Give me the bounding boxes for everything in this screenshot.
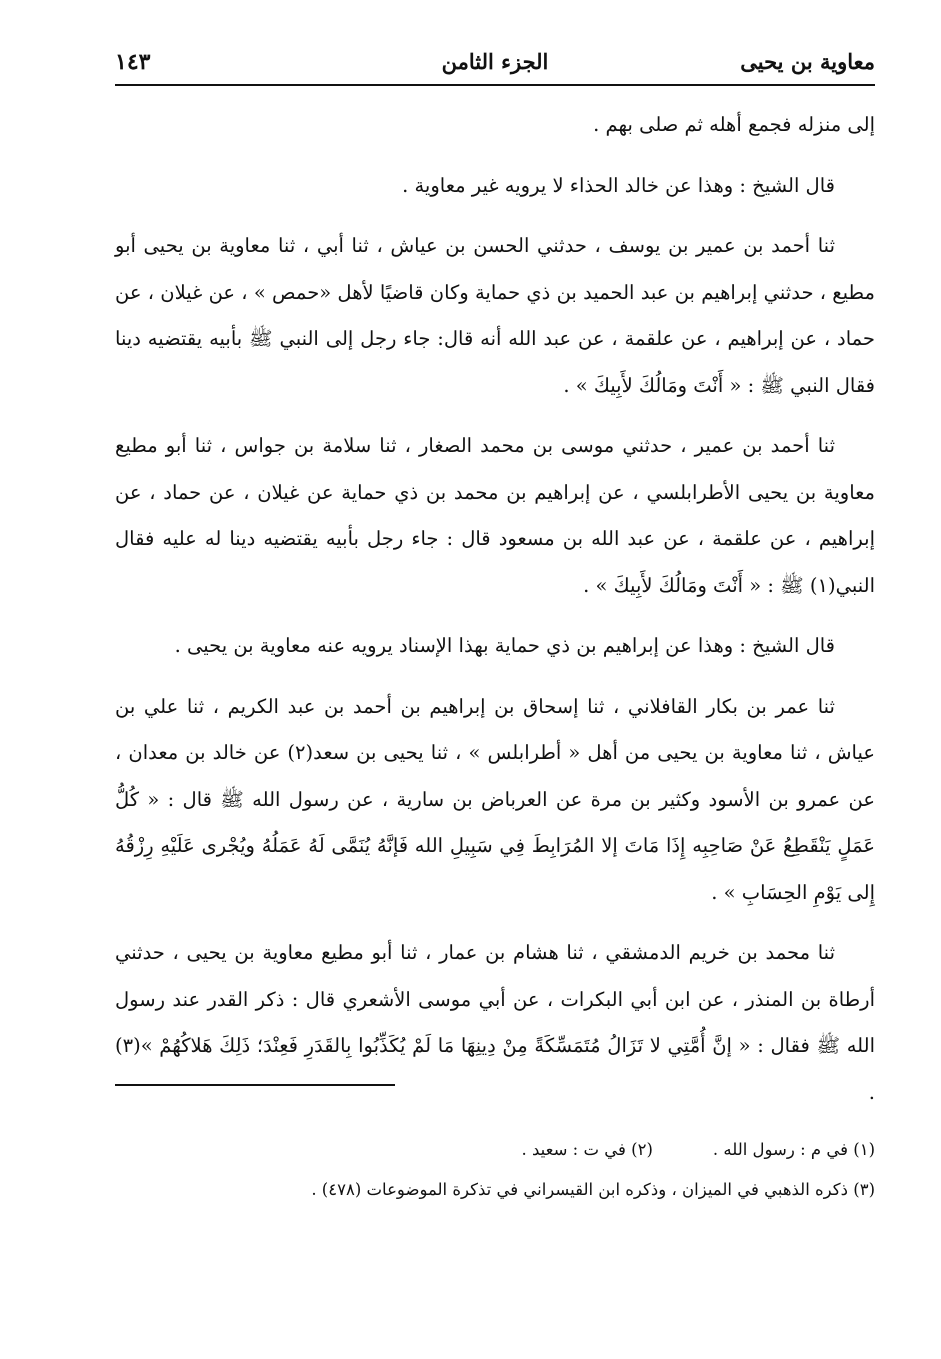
header-volume: الجزء الثامن — [441, 49, 549, 74]
footnote-3: (٣) ذكره الذهبي في الميزان ، وذكره ابن القيسراني في تذكرة الموضوعات (٤٧٨) . — [311, 1180, 875, 1199]
main-text — [115, 102, 875, 1116]
footnote-1: (١) في م : رسول الله . — [712, 1140, 875, 1159]
book-page — [115, 40, 875, 1320]
footnote-divider — [115, 1084, 395, 1086]
footnote-2: (٢) في ت : سعيد . — [521, 1140, 653, 1159]
footnote-row — [115, 1130, 875, 1170]
paragraph: ثنا محمد بن خريم الدمشقي ، ثنا هشام بن عمار ، ثنا أبو مطيع معاوية بن يحيى ، حدثني أرطاة بن المنذر ، عن ابن أبي البكرات ، عن أبي موسى الأشعري قال : ذكر القدر عند رسول الله ﷺ فقال : « إنَّ أُمَّتِي لا تَزَالُ مُتَمَسِّكَةً مِنْ دِينِهَا مَا لَمْ يُكَذِّبُوا بِالقَدَرِ فَعِنْدَ؛ ذَلِكَ هَلاكُهُمْ »(٣) . — [115, 941, 875, 1104]
header-page-number: ١٤٣ — [115, 49, 151, 75]
paragraph: ثنا أحمد بن عمير بن يوسف ، حدثني الحسن بن عياش ، ثنا أبي ، ثنا معاوية بن يحيى أبو مطيع ، حدثني إبراهيم بن عبد الحميد بن ذي حماية وكان قاضيًا لأهل «حمص » ، عن غيلان ، عن حماد ، عن إبراهيم ، عن علقمة ، عن عبد الله أنه قال: جاء رجل إلى النبي ﷺ بأبيه يقتضيه دينا فقال النبي ﷺ : « أَنْتَ ومَالُكَ لأَبِيكَ » . — [115, 234, 875, 397]
paragraph: قال الشيخ : وهذا عن خالد الحذاء لا يرويه غير معاوية . — [402, 173, 835, 197]
header-section-title: معاوية بن يحيى — [740, 49, 875, 74]
paragraph: ثنا عمر بن بكار القافلاني ، ثنا إسحاق بن إبراهيم بن أحمد بن عبد الكريم ، ثنا علي بن عياش ، ثنا معاوية بن يحيى من أهل « أطرابلس » ، ثنا يحيى بن سعد(٢) عن خالد بن معدان ، عن عمرو بن الأسود وكثير بن مرة عن العرباض بن سارية ، عن رسول الله ﷺ قال : « كُلُّ عَمَلٍ يَنْقَطِعُ عَنْ صَاحِبِه إِذَا مَاتَ إلا المُرَابِطَ فِي سَبِيلِ الله فَإنَّهُ يُنَمَّى لَهُ عَمَلُهُ ويُجْرى عَلَيْهِ رِزْقُهُ إِلى يَوْمِ الحِسَابِ » . — [115, 694, 875, 904]
paragraph: قال الشيخ : وهذا عن إبراهيم بن ذي حماية بهذا الإسناد يرويه عنه معاوية بن يحيى . — [174, 634, 835, 657]
footnotes — [115, 1130, 875, 1210]
paragraph: ثنا أحمد بن عمير ، حدثني موسى بن محمد الصغار ، ثنا سلامة بن جواس ، ثنا أبو مطيع معاوية بن يحيى الأطرابلسي ، عن إبراهيم بن محمد بن ذي حماية عن غيلان ، عن حماد ، عن إبراهيم ، عن علقمة ، عن عبد الله بن مسعود قال : جاء رجل بأبيه يقتضيه دينا له عليه فقال النبي(١) ﷺ : « أَنْتَ ومَالُكَ لأَبِيكَ » . — [115, 434, 875, 597]
paragraph: إلى منزله فجمع أهله ثم صلى بهم . — [593, 113, 875, 136]
running-header — [115, 40, 875, 86]
